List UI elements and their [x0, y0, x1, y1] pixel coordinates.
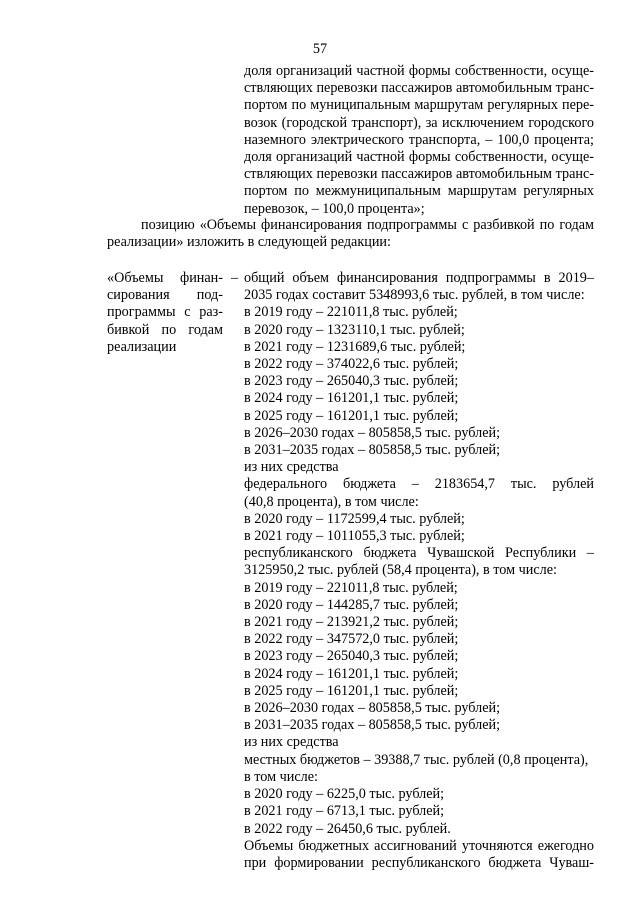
- text-line: в 2025 году – 161201,1 тыс. рублей;: [244, 407, 459, 424]
- text-line: 2035 годах составит 5348993,6 тыс. рублей, в том числе:: [244, 287, 585, 304]
- text-line: в 2020 году – 144285,7 тыс. рублей;: [244, 596, 459, 613]
- intro-paragraph: [107, 217, 594, 251]
- text-line: в 2019 году – 221011,8 тыс. рублей;: [244, 304, 458, 321]
- text-line: бивкой по годам: [107, 321, 223, 338]
- text-line: 3125950,2 тыс. рублей (58,4 процента), в том числе:: [244, 562, 557, 579]
- text-line: доля организаций частной формы собственности, осуще-: [244, 149, 594, 166]
- text-line: программы с раз-: [107, 304, 223, 321]
- text-line: местных бюджетов – 39388,7 тыс. рублей (0,8 процента),: [244, 751, 589, 768]
- text-line: федерального бюджета – 2183654,7 тыс. рублей: [244, 476, 594, 493]
- text-line: в 2023 году – 265040,3 тыс. рублей;: [244, 373, 459, 390]
- text-line: республиканского бюджета Чувашской Республики –: [244, 545, 594, 562]
- page-number: 57: [312, 41, 328, 57]
- top-text-block: [244, 63, 594, 218]
- text-line: общий объем финансирования подпрограммы в 2019–: [244, 270, 594, 286]
- text-line: в 2026–2030 годах – 805858,5 тыс. рублей;: [244, 700, 501, 717]
- text-line: в 2031–2035 годах – 805858,5 тыс. рублей;: [244, 442, 501, 459]
- text-line: в 2025 году – 161201,1 тыс. рублей;: [244, 682, 459, 699]
- text-line: в 2021 году – 1011055,3 тыс. рублей;: [244, 528, 465, 545]
- text-line: в 2021 году – 213921,2 тыс. рублей;: [244, 614, 459, 631]
- text-line: в 2020 году – 1323110,1 тыс. рублей;: [244, 321, 465, 338]
- text-line: в 2026–2030 годах – 805858,5 тыс. рублей;: [244, 424, 501, 441]
- text-line: в 2020 году – 6225,0 тыс. рублей;: [244, 786, 445, 803]
- text-line: реализации: [107, 338, 177, 355]
- text-line: в 2021 году – 1231689,6 тыс. рублей;: [244, 338, 466, 355]
- text-line: (40,8 процента), в том числе:: [244, 493, 419, 510]
- text-line: ствляющих перевозки пассажиров автомобильным транс-: [244, 166, 594, 183]
- text-line: в 2022 году – 374022,6 тыс. рублей;: [244, 356, 459, 373]
- text-line: в 2019 году – 221011,8 тыс. рублей;: [244, 579, 458, 596]
- text-line: портом по муниципальным маршрутам регулярных пере-: [244, 97, 594, 114]
- text-line: позицию «Объемы финансирования подпрограммы с разбивкой по годам: [141, 217, 594, 233]
- text-line: в 2024 году – 161201,1 тыс. рублей;: [244, 665, 459, 682]
- text-line: из них средства: [244, 734, 339, 751]
- text-line: в 2022 году – 347572,0 тыс. рублей;: [244, 631, 459, 648]
- text-line: сирования под-: [107, 287, 223, 304]
- text-line: портом по межмуниципальным маршрутам регулярных: [244, 183, 594, 200]
- text-line: «Объемы финан-: [107, 270, 223, 286]
- text-line: в 2022 году – 26450,6 тыс. рублей.: [244, 820, 451, 837]
- text-line: из них средства: [244, 459, 339, 476]
- text-line: в том числе:: [244, 768, 318, 785]
- text-line: возок (городской транспорт), за исключением городского: [244, 114, 594, 131]
- position-dash: –: [231, 270, 239, 286]
- text-line: Объемы бюджетных ассигнований уточняются ежегодно: [244, 837, 594, 854]
- text-line: в 2031–2035 годах – 805858,5 тыс. рублей;: [244, 717, 501, 734]
- position-label: [107, 270, 223, 356]
- text-line: доля организаций частной формы собственности, осуще-: [244, 63, 594, 79]
- text-line: в 2021 году – 6713,1 тыс. рублей;: [244, 803, 445, 820]
- financing-details: [244, 270, 594, 872]
- text-line: ствляющих перевозки пассажиров автомобильным транс-: [244, 80, 594, 97]
- text-line: в 2024 году – 161201,1 тыс. рублей;: [244, 390, 459, 407]
- text-line: в 2023 году – 265040,3 тыс. рублей;: [244, 648, 459, 665]
- text-line: реализации» изложить в следующей редакции:: [107, 234, 391, 251]
- text-line: при формировании республиканского бюджета Чуваш-: [244, 854, 594, 871]
- text-line: в 2020 году – 1172599,4 тыс. рублей;: [244, 510, 465, 527]
- text-line: наземного электрического транспорта, – 100,0 процента;: [244, 131, 594, 148]
- text-line: перевозок, – 100,0 процента»;: [244, 200, 425, 217]
